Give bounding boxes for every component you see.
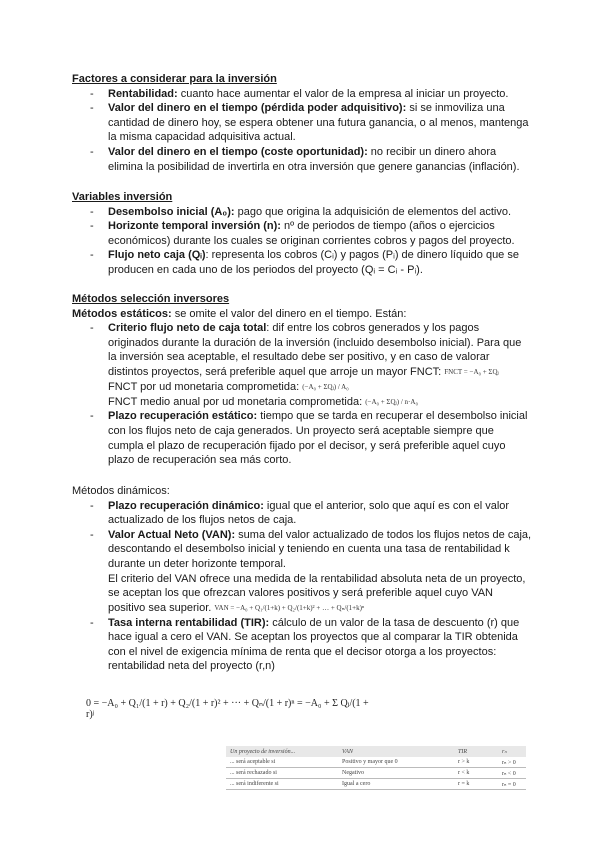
intro-text: se omite el valor del dinero en el tiempo. Están:	[171, 307, 407, 320]
tir-decision-table	[226, 746, 526, 790]
table-cell: Negativo	[338, 768, 454, 779]
fnct-annual-formula: (−A₀ + ΣQⱼ) / n·A₀	[365, 397, 418, 406]
item-extra: El criterio del VAN ofrece una medida de la rentabilidad absoluta neta de un proyecto, se aceptan los que ofrezcan valores positivos y será preferible aquel cuyo VAN positivo sea superior.	[108, 572, 526, 614]
item-text: cuanto hace aumentar el valor de la empresa al iniciar un proyecto.	[177, 87, 509, 100]
section-title: Métodos dinámicos:	[72, 485, 170, 497]
table-cell: rₙ = 0	[498, 779, 526, 790]
item-lead: Flujo neto caja (Qᵢ)	[108, 249, 206, 262]
list-item: - Tasa interna rentabilidad (TIR): cálculo de un valor de la tasa de descuento (r) que hace igual a cero el VAN. Se aceptan los proyectos que al comparar la TIR obtenida con el nivel de exigencia mínima de renta que el decisor otorga a los proyectos: rentabilidad neta del proyecto (r,n)	[90, 616, 520, 673]
bullet-list	[72, 205, 532, 278]
list-item: - Valor del dinero en el tiempo (coste oportunidad): no recibir un dinero ahora elimina la posibilidad de invertirla en otra inversión que genere ganancias (inflación).	[90, 145, 520, 173]
item-lead: Tasa interna rentabilidad (TIR):	[108, 616, 270, 629]
bullet-list	[72, 499, 532, 674]
list-item: - Flujo neto caja (Qᵢ): representa los cobros (Cᵢ) y pagos (Pᵢ) de dinero líquido que se producen en cada uno de los periodos del proyecto (Qᵢ = Cᵢ - Pᵢ).	[90, 249, 519, 276]
item-text: suma del valor actualizado de todos los flujos netos de caja, descontando el desembolso inicial y teniendo en cuenta una tasa de rentabilidad k durante un deter horizonte temporal.	[108, 528, 532, 570]
item-lead: Horizonte temporal inversión (n):	[108, 220, 281, 233]
column-header: rₙ	[498, 746, 526, 757]
column-header: VAN	[338, 746, 454, 757]
section-title: Métodos selección inversores	[72, 293, 230, 305]
section-variables	[72, 190, 532, 278]
item-lead: Valor Actual Neto (VAN):	[108, 528, 236, 541]
item-text: tiempo que se tarda en recuperar el desembolso inicial con los flujos neto de caja generados. Un proyecto será aceptable siempre que cumpla el plazo de recuperación fijado por el decisor, y será preferible aquel cuyo plazo de recuperación sea más corto.	[108, 410, 528, 467]
item-text: cálculo de un valor de la tasa de descuento (r) que hace igual a cero el VAN. Se aceptan los proyectos que al comparar la TIR obtenida con el nivel de exigencia mínima de renta que el decisor otorga a los proyectos: rentabilidad neta del proyecto (r,n)	[108, 616, 520, 673]
list-item: - Valor Actual Neto (VAN): suma del valor actualizado de todos los flujos netos de caja, descontando el desembolso inicial y teniendo en cuenta una tasa de rentabilidad k durante un deter horizonte temporal. El criterio del VAN ofrece una medida de la rentabilidad absoluta neta de un proyecto, se aceptan los que ofrezcan valores positivos y será preferible aquel cuyo VAN positivo sea superior. VAN = −A₀ + Q₁/(1+k) + Q₂/(1+k)² + … + Qₙ/(1+k)ⁿ	[90, 528, 532, 614]
fnct-unit-formula: (−A₀ + ΣQⱼ) / A₀	[302, 382, 349, 391]
list-item: - Plazo recuperación estático: tiempo que se tarda en recuperar el desembolso inicial con los flujos neto de caja generados. Un proyecto será aceptable siempre que cumpla el plazo de recuperación fijado por el decisor, y será preferible aquel cuyo plazo de recuperación sea más corto.	[90, 410, 528, 467]
item-lead: Plazo recuperación estático:	[108, 410, 258, 423]
bullet-list	[72, 87, 532, 175]
table-cell: r = k	[454, 779, 498, 790]
table-cell: Positivo y mayor que 0	[338, 757, 454, 768]
section-metodos	[72, 292, 532, 468]
list-item: - Horizonte temporal inversión (n): nº de periodos de tiempo (años o ejercicios económicos) durante los cuales se originan corrientes cobros y pagos del proyecto.	[90, 220, 515, 247]
table-header-row	[226, 746, 526, 757]
table-cell: ... será aceptable si	[226, 757, 338, 768]
list-item: - Valor del dinero en el tiempo (pérdida poder adquisitivo): si se inmoviliza una cantidad de dinero hoy, se espera obtener una futura ganancia, o al menos, mantenga la misma capacidad adquisitiva actual.	[90, 102, 529, 144]
item-lead: Valor del dinero en el tiempo (coste oportunidad):	[108, 145, 368, 158]
table-row	[226, 757, 526, 768]
bullet-list	[72, 321, 532, 468]
section-title: Factores a considerar para la inversión	[72, 73, 277, 85]
item-text: : dif entre los cobros generados y los pagos originados durante la duración de la inversión (incluido desembolso inicial). Para que la inversión sea aceptable, el resultado debe ser positivo, y en caso de valorar distintos proyectos, será preferible aquel que arroje un mayor FNCT:	[108, 322, 522, 379]
item-lead: Criterio flujo neto de caja total	[108, 322, 267, 335]
list-item: - Plazo recuperación dinámico: igual que el anterior, solo que aquí es con el valor actualizado de los flujos netos de caja.	[90, 499, 510, 527]
intro-line	[72, 307, 532, 322]
item-lead: Valor del dinero en el tiempo (pérdida poder adquisitivo):	[108, 102, 407, 115]
item-text: : representa los cobros (Cᵢ) y pagos (Pᵢ) de dinero líquido que se producen en cada uno de los periodos del proyecto (Qᵢ = Cᵢ - Pᵢ).	[108, 249, 519, 276]
item-lead: Plazo recuperación dinámico:	[108, 499, 264, 512]
item-text: no recibir un dinero ahora elimina la posibilidad de invertirla en otra inversión que genere ganancias (inflación).	[108, 145, 520, 173]
tir-formula: 0 = −A₀ + Q₁/(1 + r) + Q₂/(1 + r)² + ··· + Qₙ/(1 + r)ⁿ = −A₀ + Σ Qⱼ/(1 + r)ʲ	[86, 698, 369, 720]
intro-lead: Métodos estáticos:	[72, 307, 172, 320]
item-lead: Rentabilidad:	[108, 87, 178, 100]
item-text: pago que origina la adquisición de elementos del activo.	[234, 205, 512, 218]
item-line: FNCT por ud monetaria comprometida:	[108, 380, 300, 393]
table-row	[226, 768, 526, 779]
list-item: - Desembolso inicial (A₀): pago que origina la adquisición de elementos del activo.	[90, 205, 512, 218]
item-lead: Desembolso inicial (A₀):	[108, 205, 235, 218]
table-cell: ... será rechazado si	[226, 768, 338, 779]
table-cell: Igual a cero	[338, 779, 454, 790]
table-cell: r > k	[454, 757, 498, 768]
item-text: si se inmoviliza una cantidad de dinero hoy, se espera obtener una futura ganancia, o al menos, mantenga la misma capacidad adquisitiva actual.	[108, 102, 529, 144]
column-header: TIR	[454, 746, 498, 757]
list-item: - Criterio flujo neto de caja total: dif entre los cobros generados y los pagos originados durante la duración de la inversión (incluido desembolso inicial). Para que la inversión sea aceptable, el resultado debe ser positivo, y en caso de valorar distintos proyectos, será preferible aquel que arroje un mayor FNCT: FNCT = −A₀ + ΣQⱼ FNCT por ud monetaria comprometida: (−A₀ + ΣQⱼ) / A₀ FNCT medio anual por ud monetaria comprometida: (−A₀ + ΣQⱼ) / n·A₀	[90, 322, 522, 408]
list-item: - Rentabilidad: cuanto hace aumentar el valor de la empresa al iniciar un proyecto.	[90, 87, 509, 100]
van-formula: VAN = −A₀ + Q₁/(1+k) + Q₂/(1+k)² + … + Qₙ/(1+k)ⁿ	[214, 603, 365, 612]
item-text: nº de periodos de tiempo (años o ejercicios económicos) durante los cuales se originan corrientes cobros y pagos del proyecto.	[108, 220, 515, 247]
item-line: FNCT medio anual por ud monetaria comprometida:	[108, 395, 363, 408]
table-cell: rₙ < 0	[498, 768, 526, 779]
item-text: igual que el anterior, solo que aquí es con el valor actualizado de los flujos netos de caja.	[108, 499, 510, 527]
column-header: Un proyecto de inversión...	[226, 746, 338, 757]
section-title: Variables inversión	[72, 191, 173, 203]
table-cell: rₙ > 0	[498, 757, 526, 768]
section-dinamicos	[72, 484, 532, 674]
table-row	[226, 779, 526, 790]
table-cell: ... será indiferente si	[226, 779, 338, 790]
fnct-formula: FNCT = −A₀ + ΣQⱼ	[444, 367, 499, 376]
table-cell: r < k	[454, 768, 498, 779]
section-factores	[72, 72, 532, 174]
